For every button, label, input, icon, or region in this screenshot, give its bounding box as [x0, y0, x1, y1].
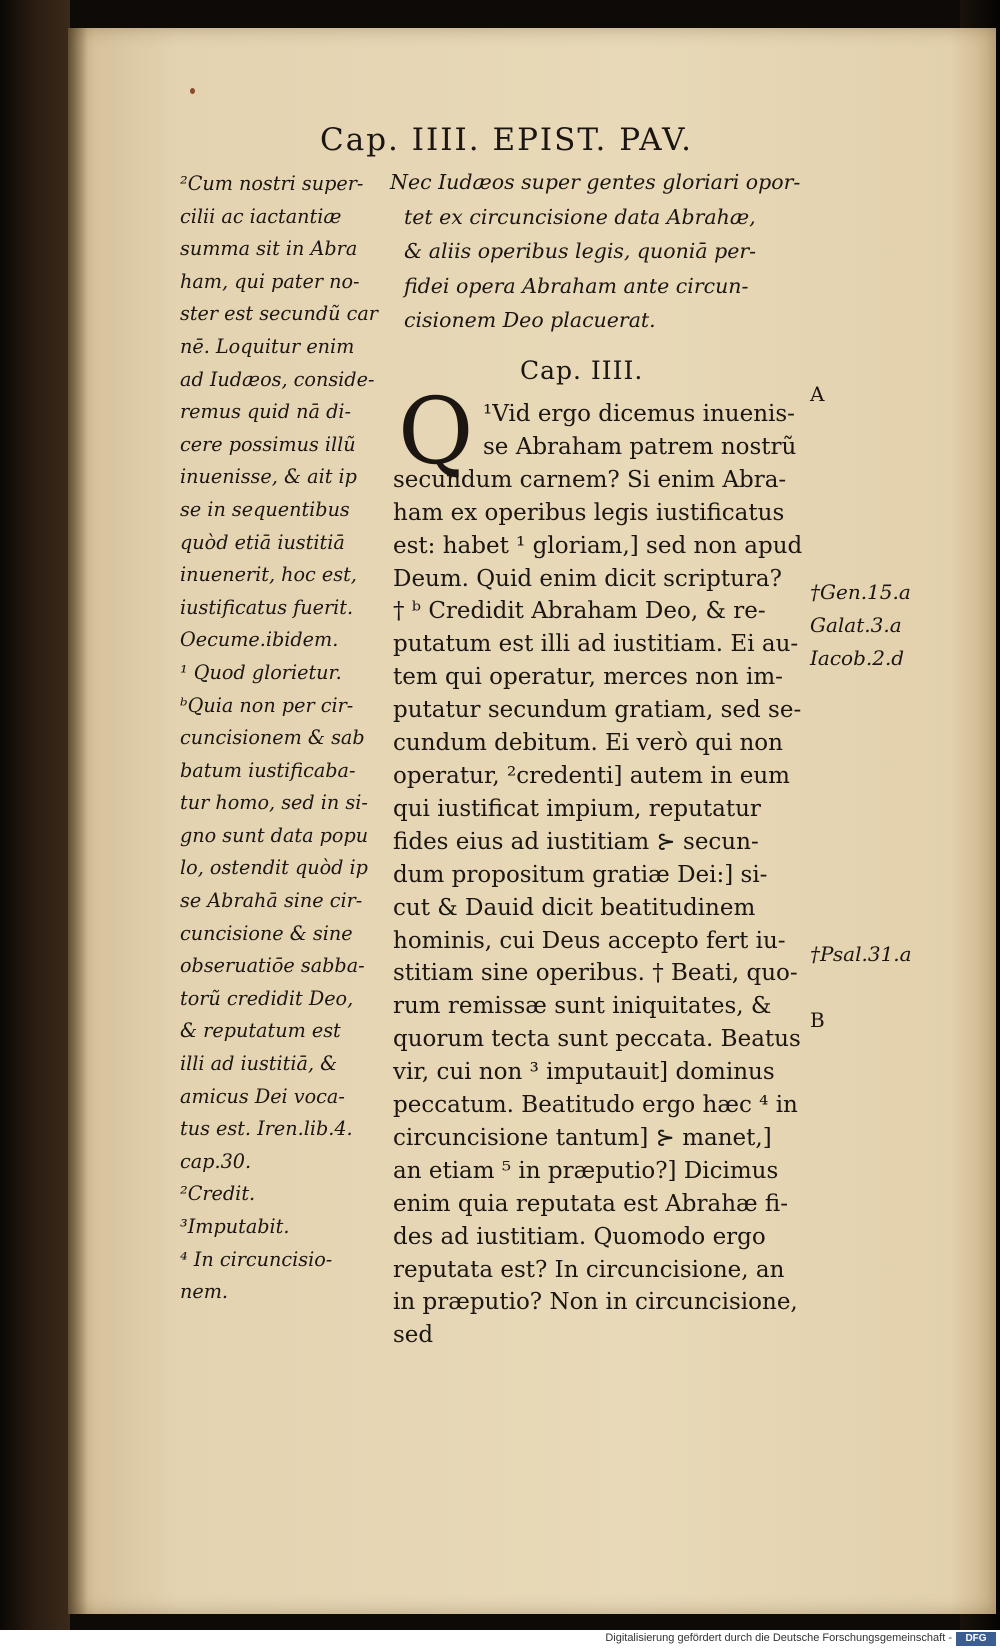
book-spine-edge	[0, 0, 70, 1649]
body-line: dum propositum gratiæ Dei:] si-	[393, 861, 768, 888]
commentary-line: summa sit in Abra	[180, 237, 358, 261]
chapter-heading: Cap. IIII.	[520, 356, 644, 385]
commentary-line: ²Cum nostri super-	[180, 172, 364, 195]
reference-galatians: Galat.3.a	[810, 613, 902, 637]
commentary-line: lo, ostendit quòd ip	[180, 856, 368, 880]
chapter-summary	[390, 165, 830, 338]
commentary-line: ad Iudæos, conside-	[180, 367, 375, 391]
body-line: reputata est? In circuncisione, an	[393, 1256, 785, 1283]
commentary-line: cere possimus illũ	[180, 432, 356, 456]
commentary-line: obseruatiōe sabba-	[180, 954, 365, 978]
running-header: Cap. IIII. EPIST. PAV.	[320, 122, 693, 158]
body-line: vir, cui non ³ imputauit] dominus	[393, 1059, 775, 1086]
commentary-line: torũ credidit Deo,	[180, 986, 354, 1010]
body-line: fides eius ad iustitiam ⊱ secun-	[393, 828, 759, 855]
commentary-line: batum iustificaba-	[180, 758, 356, 782]
body-line: putatum est illi ad iustitiam. Ei au-	[393, 631, 799, 658]
body-line: sed	[393, 1322, 434, 1349]
body-line: rum remissæ sunt iniquitates, &	[393, 993, 772, 1020]
body-line: ¹Vid ergo dicemus inuenis-	[483, 401, 795, 427]
commentary-line: ¹ Quod glorietur.	[180, 660, 342, 684]
commentary-line: inuenerit, hoc est,	[180, 563, 357, 587]
body-line: † ᵇ Credidit Abraham Deo, & re-	[393, 598, 766, 625]
body-line: ham ex operibus legis iustificatus	[393, 499, 785, 526]
body-line: Deum. Quid enim dicit scriptura?	[393, 565, 782, 592]
summary-line: fidei opera Abraham ante circun-	[404, 273, 749, 298]
reference-psalm: †Psal.31.a	[810, 942, 912, 966]
commentary-line: iustificatus fuerit.	[180, 595, 354, 619]
ink-stain	[190, 88, 195, 94]
commentary-line: quòd etiā iustitiā	[180, 530, 345, 554]
commentary-line: nem.	[180, 1280, 229, 1304]
body-line: operatur, ²credenti] autem in eum	[393, 762, 790, 789]
commentary-line: se in sequentibus	[180, 497, 350, 521]
commentary-line: illi ad iustitiā, &	[180, 1052, 338, 1076]
commentary-line: cuncisionem & sab	[180, 726, 365, 750]
section-letter-b: B	[810, 1008, 825, 1032]
funding-credit: Digitalisierung gefördert durch die Deutsche Forschungsgemeinschaft -	[605, 1632, 952, 1644]
commentary-line: se Abrahā sine cir-	[180, 889, 363, 913]
commentary-line: tur homo, sed in si-	[180, 791, 368, 815]
summary-line: tet ex circuncisione data Abrahæ,	[404, 204, 756, 229]
commentary-line: & reputatum est	[180, 1019, 341, 1043]
commentary-line: cuncisione & sine	[180, 921, 353, 945]
commentary-line: Oecume.ibidem.	[180, 628, 339, 652]
body-line: se Abraham patrem nostrũ	[483, 433, 797, 460]
commentary-line: amicus Dei voca-	[180, 1084, 345, 1108]
commentary-line: gno sunt data popu	[180, 823, 369, 847]
reference-genesis: †Gen.15.a	[810, 580, 911, 604]
gutter-shadow	[68, 28, 88, 1614]
body-line: hominis, cui Deus accepto fert iu-	[393, 927, 786, 954]
commentary-line: tus est. Iren.lib.4.	[180, 1117, 353, 1141]
commentary-line: ²Credit.	[180, 1182, 256, 1206]
body-line: circuncisione tantum] ⊱ manet,]	[393, 1124, 772, 1151]
commentary-line: nē. Loquitur enim	[180, 334, 355, 358]
commentary-line: ham, qui pater no-	[180, 269, 360, 293]
left-marginal-commentary	[180, 168, 390, 1309]
summary-line: cisionem Deo placuerat.	[404, 308, 656, 333]
body-line: cut & Dauid dicit beatitudinem	[393, 894, 756, 921]
body-line: est: habet ¹ gloriam,] sed non apud	[393, 532, 803, 559]
body-line: enim quia reputata est Abrahæ fi-	[393, 1190, 789, 1217]
body-line: secundum carnem? Si enim Abra-	[393, 466, 787, 493]
reference-iacobus: Iacob.2.d	[810, 646, 905, 670]
body-line: putatur secundum gratiam, sed se-	[393, 697, 802, 724]
main-body-text	[393, 398, 833, 1352]
summary-line: Nec Iudæos super gentes gloriari opor-	[390, 170, 801, 194]
body-line: tem qui operatur, merces non im-	[393, 664, 783, 691]
body-line: cundum debitum. Ei verò qui non	[393, 730, 783, 757]
commentary-line: cap.30.	[180, 1149, 252, 1173]
commentary-line: ⁴ In circuncisio-	[180, 1247, 333, 1271]
commentary-line: ³Imputabit.	[180, 1215, 290, 1238]
body-line: in præputio? Non in circuncisione,	[393, 1289, 798, 1316]
drop-cap-initial: Q	[398, 378, 474, 485]
summary-line: & aliis operibus legis, quoniā per-	[404, 239, 757, 264]
body-line: qui iustificat impium, reputatur	[393, 795, 761, 822]
body-line: stitiam sine operibus. † Beati, quo-	[393, 960, 798, 987]
body-line: des ad iustitiam. Quomodo ergo	[393, 1223, 766, 1250]
section-letter-a: A	[810, 382, 825, 406]
commentary-line: ster est secundũ car	[180, 302, 378, 326]
body-line: peccatum. Beatitudo ergo hæc ⁴ in	[393, 1092, 798, 1119]
body-line: an etiam ⁵ in præputio?] Dicimus	[393, 1157, 779, 1184]
commentary-line: ᵇQuia non per cir-	[180, 693, 354, 717]
commentary-line: remus quid nā di-	[180, 400, 351, 424]
commentary-line: cilii ac iactantiæ	[180, 204, 342, 228]
body-line: quorum tecta sunt peccata. Beatus	[393, 1026, 801, 1053]
commentary-line: inuenisse, & ait ip	[180, 465, 357, 489]
dfg-logo: DFG	[956, 1632, 996, 1646]
